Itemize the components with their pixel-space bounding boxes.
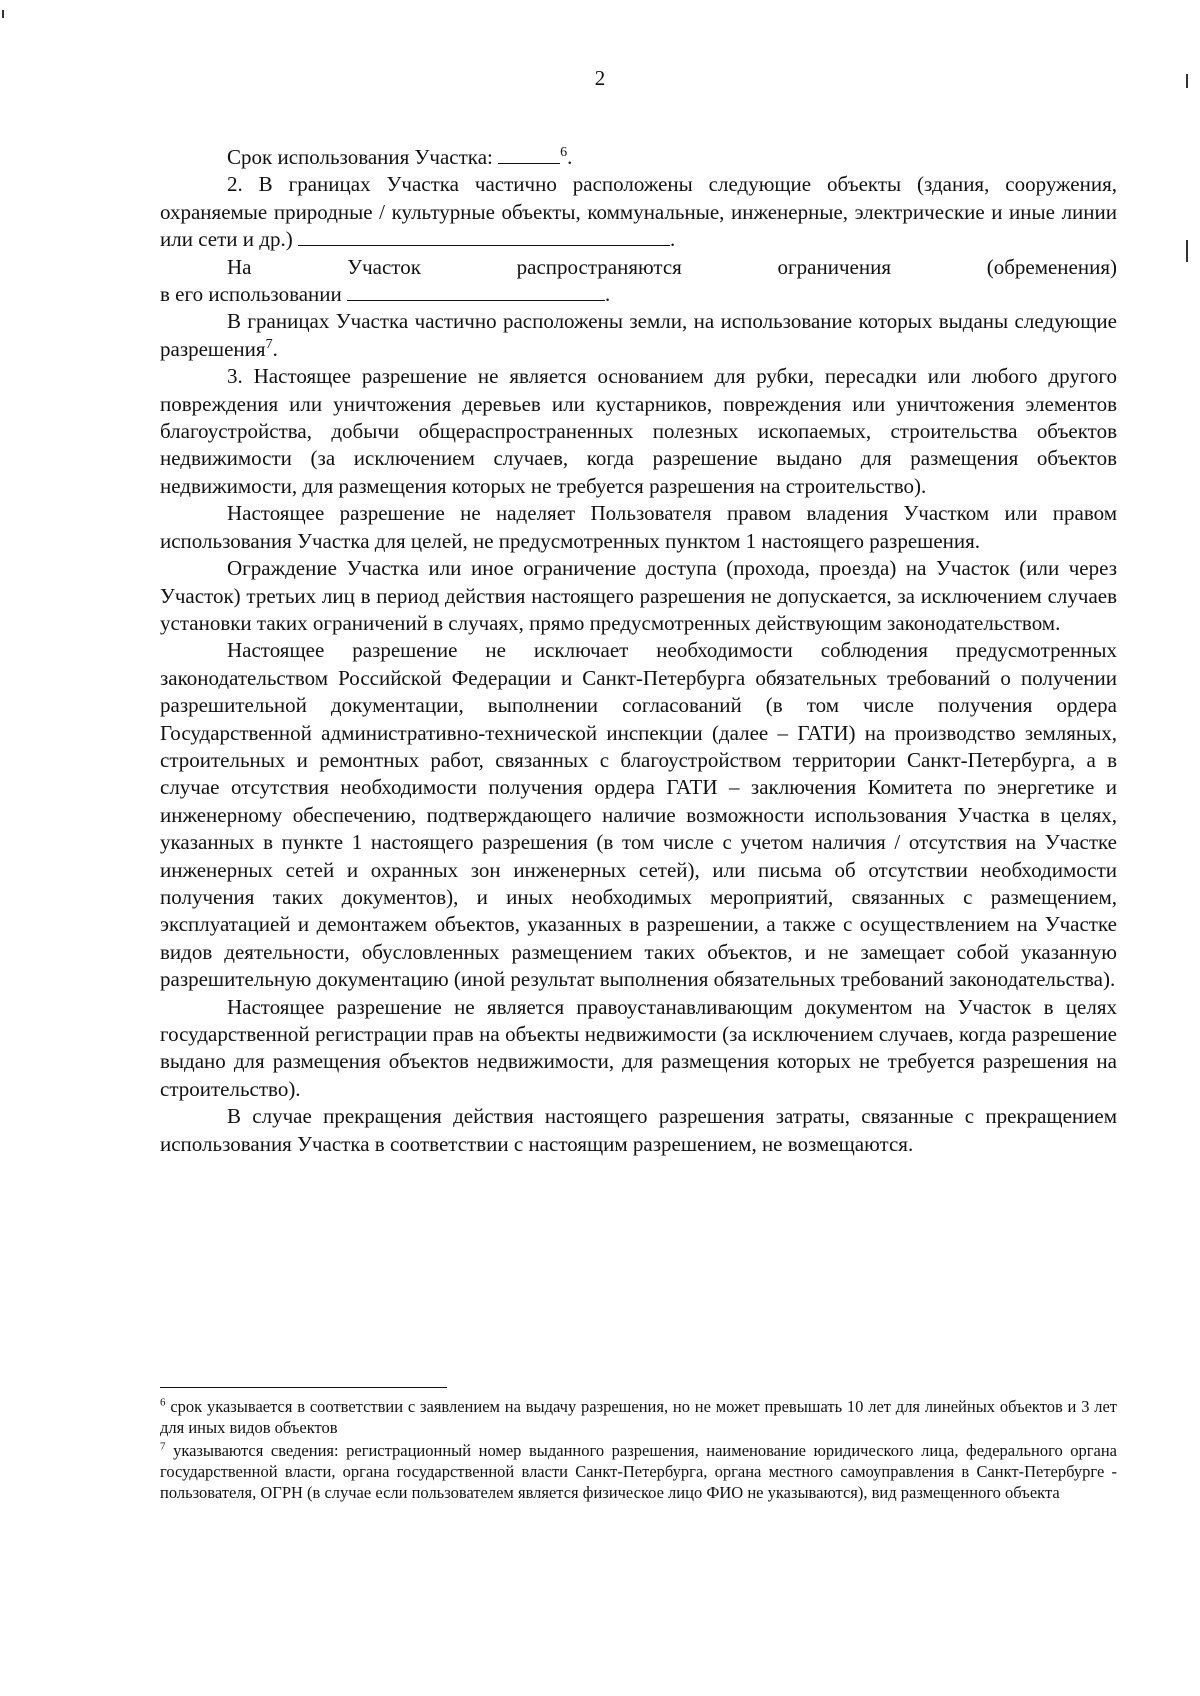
word-na: На	[227, 254, 252, 279]
term-label: Срок использования Участка:	[227, 145, 493, 169]
paragraph-registration: Настоящее разрешение не является правоустанавливающим документом на Участок в целях государственной регистрации прав на объекты недвижимости (за исключением случаев, когда разрешение выдано для размещения объектов недвижимости, для размещения которых не требуется разрешения на строительство).	[160, 994, 1117, 1101]
paragraph-term: Срок использования Участка: $^6$.	[227, 145, 573, 169]
footnote-text: указываются сведения: регистрационный номер выданного разрешения, наименование юридического лица, федерального органа государственной власти, органа государственной власти Санкт-Петербурга, органа местного самоуправления в Санкт-Петербурге - пользователя, ОГРН (в случае если пользователем является физическое лицо ФИО не указываются), вид размещенного объекта	[160, 1441, 1117, 1502]
scan-edge-mark	[1186, 74, 1188, 88]
term-blank	[498, 145, 560, 164]
footnote-ref-6: 6	[560, 145, 568, 160]
page-number: 2	[594, 66, 606, 90]
paragraph-3: 3. Настоящее разрешение не является основанием для рубки, пересадки или любого другого повреждения или уничтожения деревьев или кустарников, повреждения или уничтожения элементов благоустройства, добычи общераспространенных полезных ископаемых, строительства объектов недвижимости (за исключением случаев, когда разрешение выдано для размещения объектов недвижимости, для размещения которых не требуется разрешения на строительство).	[160, 364, 1117, 498]
scan-edge-mark	[2, 10, 4, 18]
footnote-mark: 7	[160, 1440, 166, 1453]
restrictions-blank	[347, 282, 605, 301]
footnote-mark: 6	[160, 1396, 166, 1409]
footnote-ref-7: 7	[265, 336, 273, 352]
footnote-text: срок указывается в соответствии с заявлением на выдачу разрешения, но не может превышать 10 лет для линейных объектов и 3 лет для иных видов объектов	[160, 1397, 1118, 1437]
scan-edge-mark	[1186, 240, 1188, 262]
footnote-separator	[160, 1387, 447, 1388]
paragraph-termination: В случае прекращения действия настоящего разрешения затраты, связанные с прекращением использования Участка в соответствии с настоящим разрешением, не возмещаются.	[160, 1104, 1117, 1156]
paragraph-restrictions-line	[160, 254, 1117, 281]
restrictions-use-label: в его использовании	[160, 282, 342, 307]
footnote-6	[160, 1396, 1117, 1438]
objects-blank	[298, 227, 670, 246]
paragraph-compliance: Настоящее разрешение не исключает необходимости соблюдения предусмотренных законодательством Российской Федерации и Санкт-Петербурга обязательных требований о получении разрешительной документации, выполнении согласований (в том числе получения ордера Государственной административно-технической инспекции (далее – ГАТИ) на производство земляных, строительных и ремонтных работ, связанных с благоустройством территории Санкт-Петербурга, а в случае отсутствия необходимости получения ордера ГАТИ – заключения Комитета по энергетике и инженерному обеспечению, подтверждающего наличие возможности использования Участка в целях, указанных в пункте 1 настоящего разрешения (в том числе с учетом наличия / отсутствия на Участке инженерных сетей и охранных зон инженерных сетей), или письма об отсутствии необходимости получения таких документов), и иных необходимых мероприятий, связанных с размещением, эксплуатацией и демонтажем объектов, указанных в разрешении, а также с осуществлением на Участке видов деятельности, обусловленных размещением таких объектов, и не замещает собой указанную разрешительную документацию (иной результат выполнения обязательных требований законодательства).	[160, 638, 1117, 992]
word-uchastok: Участок	[347, 254, 421, 279]
document-body	[160, 144, 1117, 1158]
word-rasprostranyayutsya: распространяются	[516, 254, 682, 279]
word-ogranicheniya: ограничения	[777, 254, 891, 279]
paragraph-restrictions-use: в его использовании .	[160, 282, 611, 307]
paragraph-lands-text: В границах Участка частично расположены земли, на использование которых выданы следующие разрешения	[160, 309, 1117, 361]
paragraph-fence: Ограждение Участка или иное ограничение доступа (прохода, проезда) на Участок (или через Участок) третьих лиц в период действия настоящего разрешения не допускается, за исключением случаев установки таких ограничений в случаях, прямо предусмотренных действующим законодательством.	[160, 556, 1117, 635]
paragraph-rights: Настоящее разрешение не наделяет Пользователя правом владения Участком или правом использования Участка для целей, не предусмотренных пунктом 1 настоящего разрешения.	[160, 501, 1117, 553]
paragraph-lands: В границах Участка частично расположены земли, на использование которых выданы следующие разрешения$^7$.	[160, 309, 1117, 361]
paragraph-2-text: 2. В границах Участка частично расположены следующие объекты (здания, сооружения, охраняемые природные / культурные объекты, коммунальные, инженерные, электрические и иные линии или сети и др.)	[160, 172, 1117, 252]
paragraph-2: 2. В границах Участка частично расположены следующие объекты (здания, сооружения, охраняемые природные / культурные объекты, коммунальные, инженерные, электрические и иные линии или сети и др.) .	[160, 172, 1117, 252]
footnote-7	[160, 1440, 1117, 1503]
word-obremeneniya: (обременения)	[986, 254, 1117, 279]
footnotes	[160, 1396, 1117, 1505]
